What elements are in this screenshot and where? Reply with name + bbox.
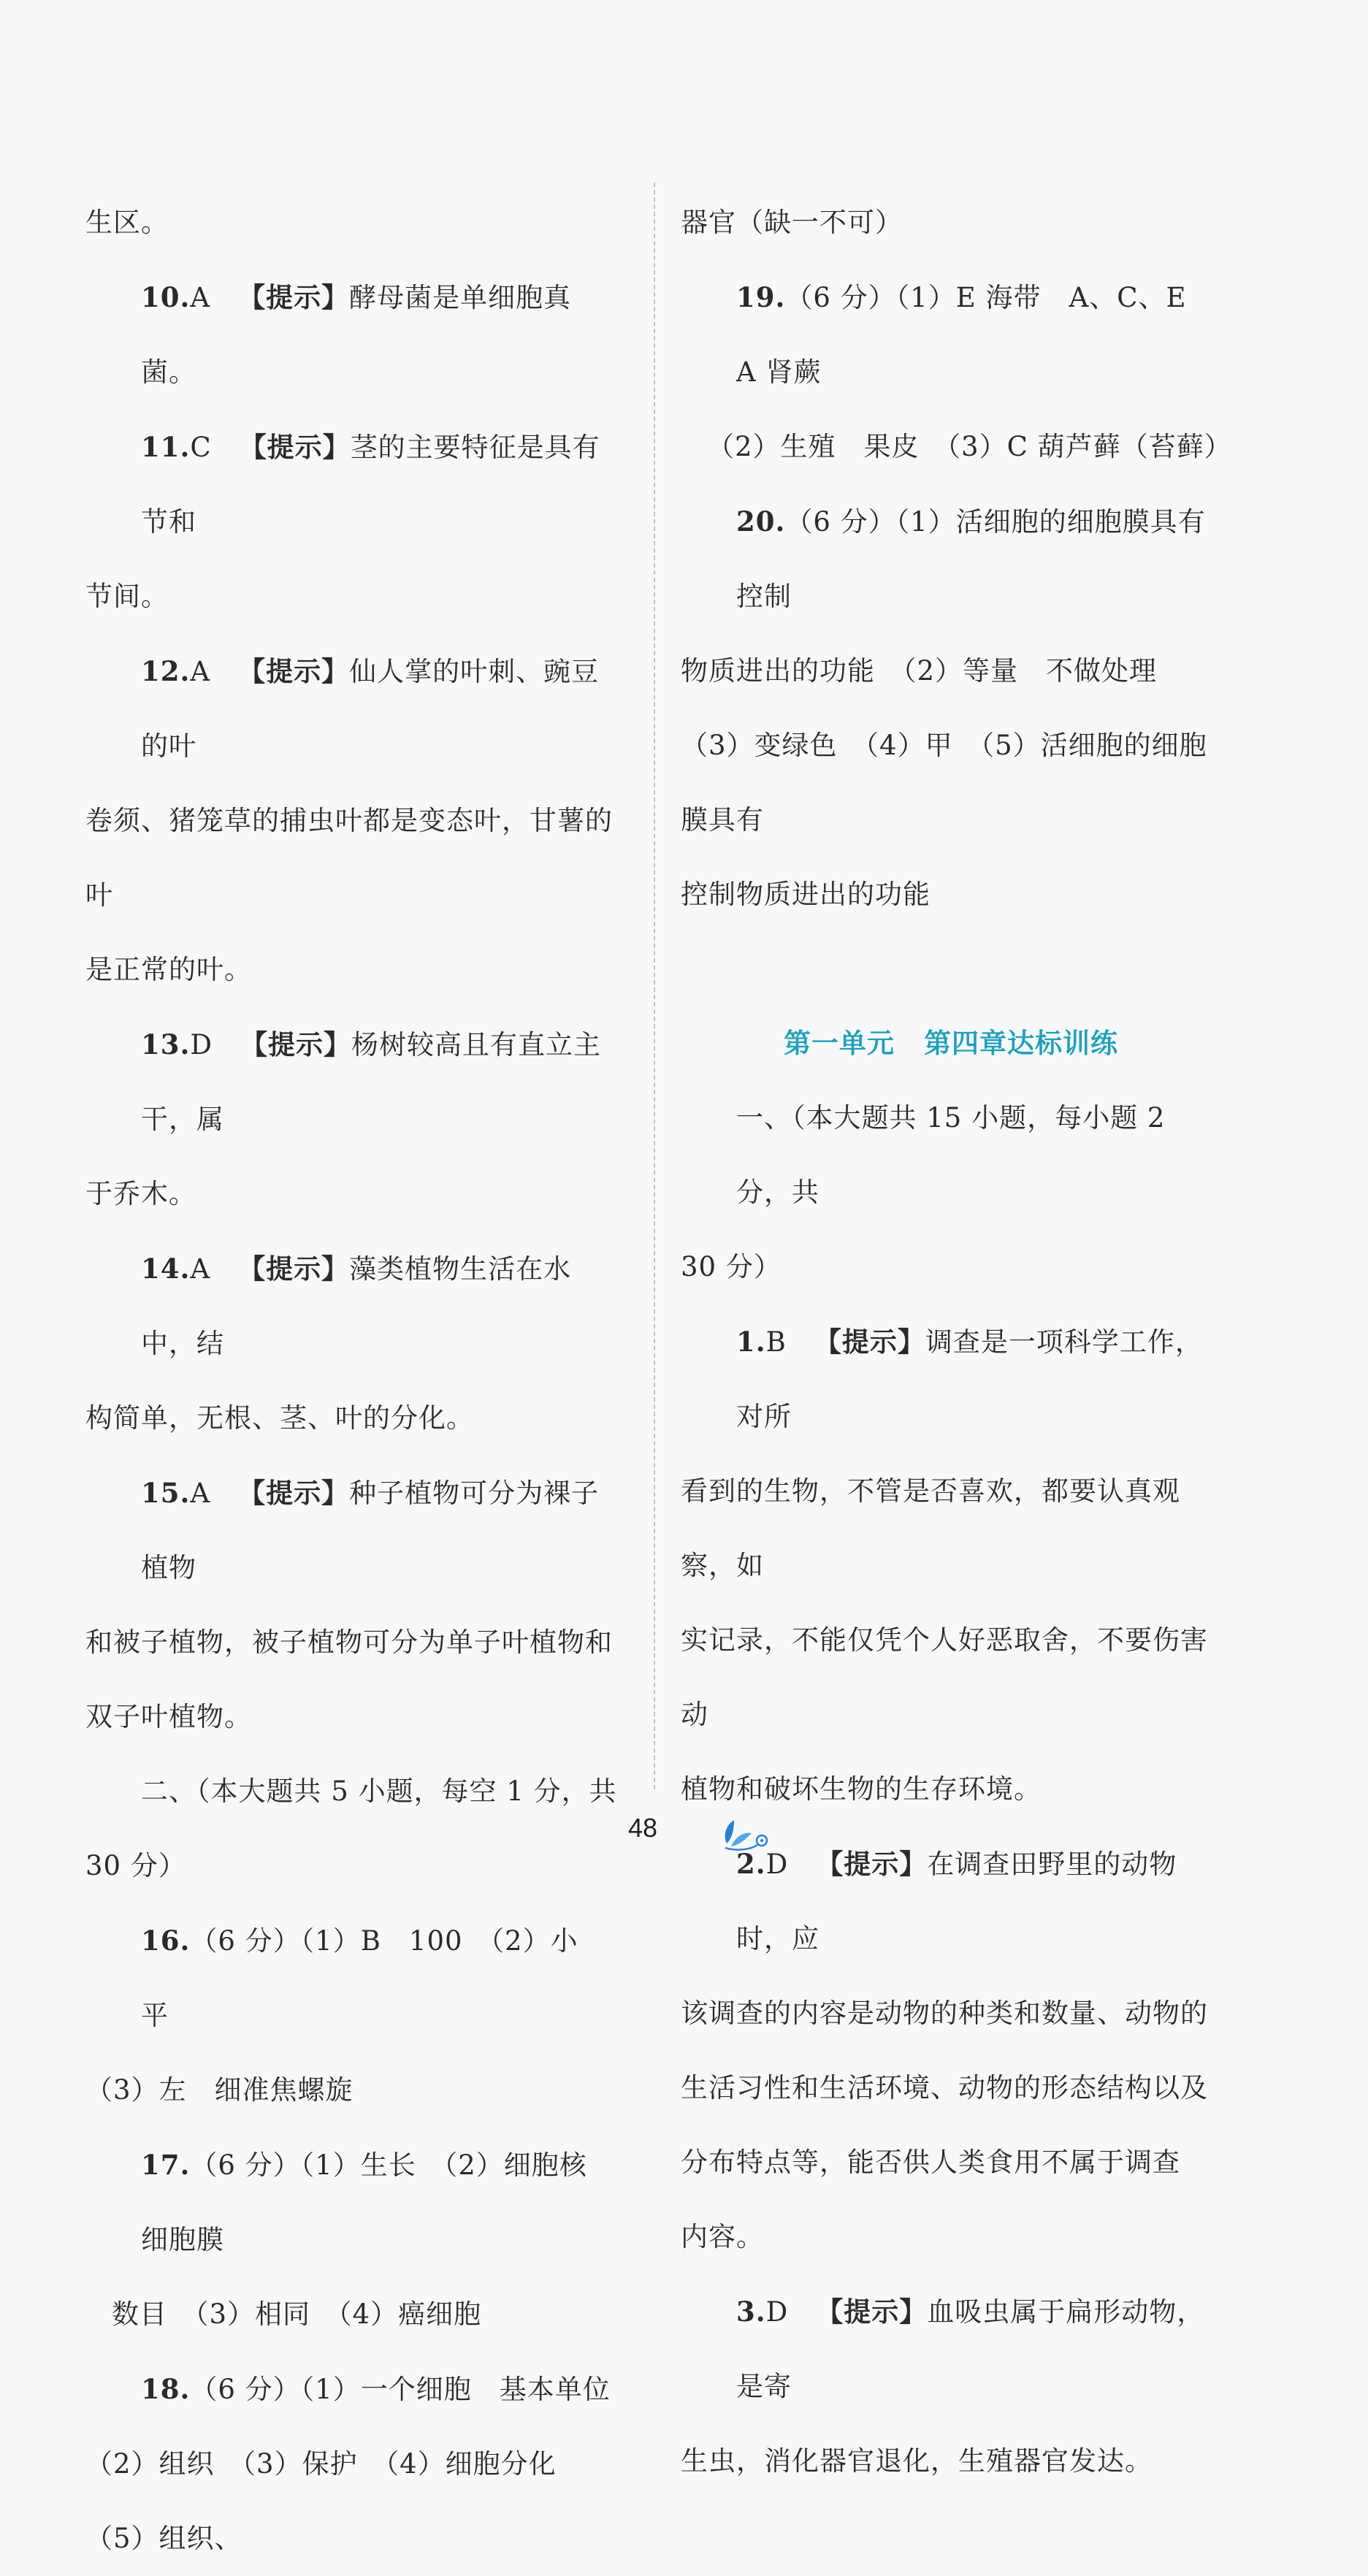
question-number: 2. [736, 1848, 766, 1880]
answer-item [681, 1304, 1221, 1454]
line-text: （3）变绿色 （4）甲 （5）活细胞的细胞膜具有 [681, 730, 1207, 836]
answer-item [85, 1903, 624, 2053]
answer-text: （6 分）（1）生长 （2）细胞核 细胞膜 [141, 2149, 615, 2255]
answer-item [85, 260, 624, 410]
text-line [85, 1381, 624, 1456]
text-line [681, 2200, 1221, 2274]
hint-text: 在调查田野里的动物时，应 [736, 1849, 1177, 1954]
question-number: 10. [141, 281, 191, 313]
question-number: 19. [736, 281, 786, 313]
section-title [681, 1006, 1221, 1081]
hint-label: 【提示】 [816, 2296, 928, 2328]
hint-text: 酵母菌是单细胞真菌。 [141, 282, 572, 388]
line-text: 控制物质进出的功能 [681, 879, 931, 910]
question-number: 12. [141, 655, 191, 687]
answer-text: （6 分）（1）一个细胞 基本单位 [190, 2374, 611, 2405]
page-number: 48 [628, 1813, 658, 1843]
answer-letter: D [765, 2296, 817, 2328]
answer-item [85, 410, 624, 559]
hint-label: 【提示】 [816, 1849, 928, 1880]
hint-label: 【提示】 [239, 432, 351, 463]
column-divider [654, 183, 655, 1789]
text-line [681, 2424, 1221, 2499]
line-text: 卷须、猪笼草的捕虫叶都是变态叶，甘薯的叶 [85, 805, 613, 911]
line-text: 30 分） [681, 1251, 782, 1283]
answer-item [681, 260, 1221, 410]
blank-line [681, 932, 1221, 1006]
text-line [85, 1605, 624, 1680]
leaf-swirl-icon [719, 1814, 771, 1852]
hint-label: 【提示】 [814, 1326, 925, 1358]
answer-item [85, 1231, 624, 1381]
hint-label: 【提示】 [240, 1029, 352, 1060]
question-number: 14. [141, 1253, 191, 1285]
hint-text: 调查是一项科学工作，对所 [736, 1326, 1203, 1432]
left-column [85, 186, 624, 2576]
hint-text: 藻类植物生活在水中，结 [141, 1253, 572, 1359]
line-text: 于乔木。 [85, 1178, 196, 1209]
line-text: （2）生殖 果皮 （3）C 葫芦藓（苔藓） [707, 431, 1232, 462]
answer-item [85, 1456, 624, 1605]
answer-item [681, 2274, 1221, 2424]
line-text: 和被子植物，被子植物可分为单子叶植物和 [85, 1627, 613, 1658]
text-line [681, 410, 1232, 484]
text-line [681, 1230, 1221, 1304]
answer-letter: B [765, 1326, 814, 1358]
line-text: 构简单，无根、茎、叶的分化。 [85, 1402, 474, 1434]
line-text: 实记录，不能仅凭个人好恶取舍，不要伤害动 [681, 1624, 1208, 1730]
answer-item [85, 634, 624, 784]
text-line [85, 186, 624, 260]
text-line [85, 2053, 624, 2128]
text-line [681, 186, 1221, 260]
text-line [85, 933, 624, 1007]
line-text: 看到的生物，不管是否喜欢，都要认真观察，如 [681, 1475, 1180, 1581]
line-text: 该调查的内容是动物的种类和数量、动物的 [681, 1998, 1208, 2029]
text-line [85, 1680, 624, 1754]
line-text: 生活习性和生活环境、动物的形态结构以及 [681, 2072, 1208, 2103]
question-number: 3. [736, 2296, 766, 2328]
text-line [681, 1976, 1221, 2051]
line-text: 生区。 [85, 207, 169, 238]
text-line [681, 2125, 1221, 2200]
section-title-unit: 第一单元 [784, 1028, 895, 1059]
line-text: 数目 （3）相同 （4）癌细胞 [112, 2298, 482, 2330]
text-line [681, 634, 1221, 708]
question-number: 15. [141, 1477, 191, 1509]
question-number: 16. [141, 1925, 191, 1957]
question-number: 18. [141, 2373, 191, 2405]
answer-text: （6 分）（1）活细胞的细胞膜具有控制 [736, 506, 1206, 612]
right-column [681, 186, 1232, 2499]
line-text: 内容。 [681, 2221, 764, 2252]
section-heading [681, 1081, 1221, 1230]
text-line [85, 1157, 624, 1231]
answer-text: （6 分）（1）B 100 （2）小 平 [141, 1925, 606, 2031]
hint-label: 【提示】 [238, 1253, 350, 1285]
answer-item [85, 2128, 624, 2277]
text-line [681, 1454, 1221, 1603]
line-text: 是正常的叶。 [85, 954, 252, 985]
line-text: 物质进出的功能 （2）等量 不做处理 [681, 655, 1158, 687]
line-text: 分布特点等，能否供人类食用不属于调查 [681, 2147, 1180, 2178]
text-line [681, 857, 1221, 932]
text-line [681, 2051, 1221, 2125]
answer-item [85, 1007, 624, 1157]
line-text: （3）左 细准焦螺旋 [85, 2074, 354, 2106]
hint-text: 茎的主要特征是具有节和 [141, 432, 600, 538]
section-heading-text: 一、（本大题共 15 小题，每小题 2 分，共 [736, 1102, 1166, 1208]
question-number: 20. [736, 505, 786, 538]
question-number: 11. [141, 431, 191, 463]
line-text: 节间。 [85, 581, 169, 612]
line-text: 生虫，消化器官退化，生殖器官发达。 [681, 2445, 1153, 2477]
section-heading-text: 二、（本大题共 5 小题，每空 1 分，共 [141, 1776, 617, 1807]
text-line [85, 784, 624, 933]
line-text: （2）组织 （3）保护 （4）细胞分化 （5）组织、 [85, 2448, 584, 2554]
hint-label: 【提示】 [238, 656, 350, 687]
line-text: 30 分） [85, 1850, 186, 1881]
hint-text: 种子植物可分为裸子植物 [141, 1478, 600, 1583]
answer-letter: D [190, 1029, 241, 1060]
answer-letter: C [190, 432, 240, 463]
hint-text: 杨树较高且有直立主干，属 [141, 1029, 602, 1135]
line-text: 双子叶植物。 [85, 1701, 252, 1732]
hint-label: 【提示】 [238, 282, 350, 313]
question-number: 1. [736, 1326, 766, 1358]
question-number: 13. [141, 1028, 191, 1060]
answer-item [85, 2352, 624, 2427]
answer-letter: A [190, 282, 239, 313]
answer-text: （6 分）（1）E 海带 A、C、E A 肾蕨 [736, 282, 1215, 388]
text-line [85, 559, 624, 634]
section-title-chapter: 第四章达标训练 [924, 1028, 1118, 1059]
text-line [681, 708, 1221, 857]
page-footer [0, 1813, 1368, 1857]
line-text: 植物和破坏生物的生存环境。 [681, 1773, 1042, 1805]
answer-letter: A [190, 1478, 239, 1509]
text-line [85, 2427, 624, 2576]
line-text: 器官（缺一不可） [681, 207, 903, 238]
hint-label: 【提示】 [238, 1478, 350, 1509]
hint-text: 血吸虫属于扁形动物，是寄 [736, 2296, 1205, 2402]
text-line [85, 2277, 624, 2352]
answer-letter: D [765, 1849, 817, 1880]
text-line [681, 1603, 1221, 1752]
question-number: 17. [141, 2149, 191, 2181]
answer-letter: A [190, 656, 239, 687]
answer-item [681, 484, 1221, 634]
hint-text: 仙人掌的叶刺、豌豆的叶 [141, 656, 600, 762]
answer-letter: A [190, 1253, 239, 1285]
